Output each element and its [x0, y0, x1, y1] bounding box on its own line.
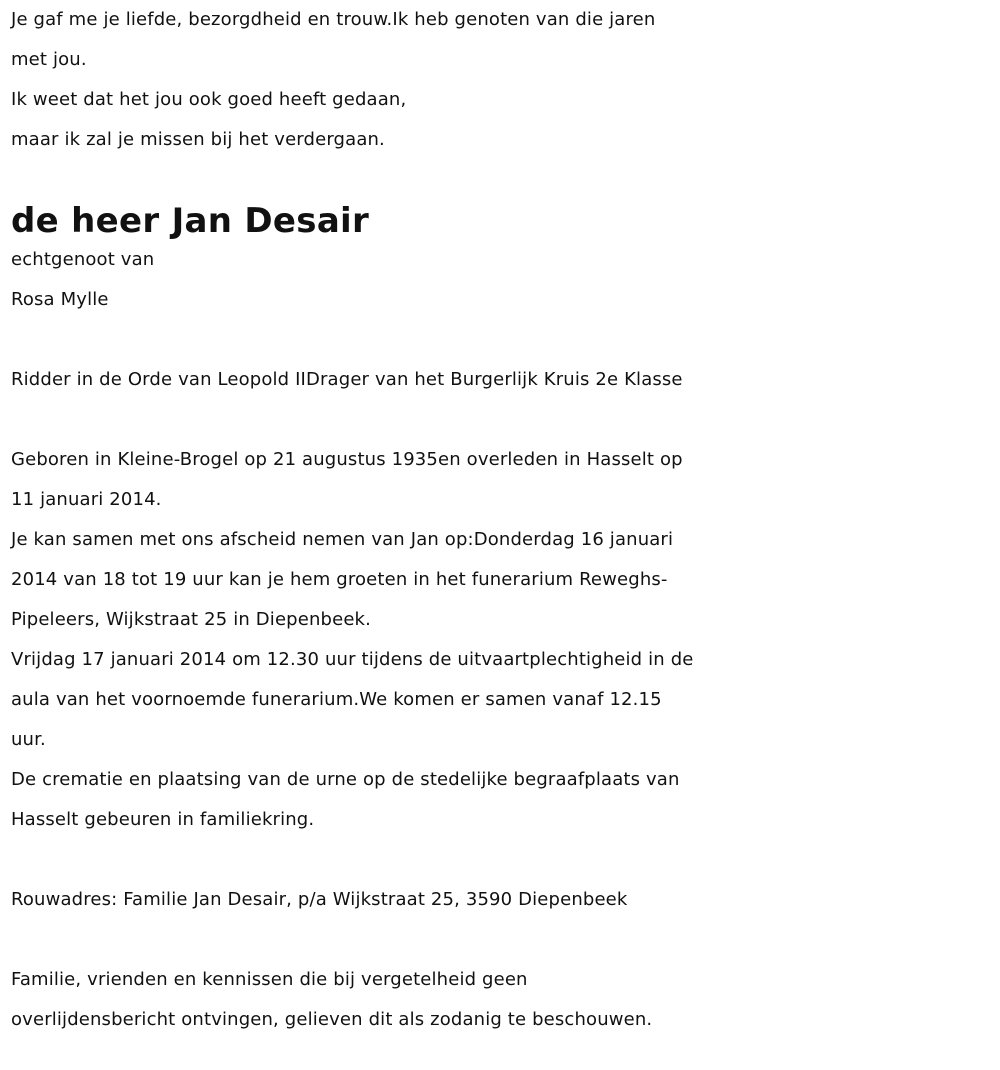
spacer	[11, 400, 993, 440]
honors: Ridder in de Orde van Leopold IIDrager van het Burgerlijk Kruis 2e Klasse	[11, 369, 683, 390]
closing-note	[11, 960, 993, 1040]
obituary-notice	[11, 0, 993, 1040]
details-line: 2014 van 18 tot 19 uur kan je hem groeten in het funerarium Reweghs-	[11, 569, 668, 590]
details-line: Vrijdag 17 januari 2014 om 12.30 uur tijdens de uitvaartplechtigheid in de	[11, 649, 694, 670]
closing-line: Familie, vrienden en kennissen die bij vergetelheid geen	[11, 969, 528, 990]
spacer	[11, 840, 993, 880]
poem-line: Je gaf me je liefde, bezorgdheid en trouw.Ik heb genoten van die jaren	[11, 9, 656, 30]
details-line: Geboren in Kleine-Brogel op 21 augustus 1935en overleden in Hasselt op	[11, 449, 683, 470]
details-line: De crematie en plaatsing van de urne op de stedelijke begraafplaats van	[11, 769, 680, 790]
details-line: 11 januari 2014.	[11, 489, 162, 510]
funeral-details	[11, 440, 993, 840]
details-line: uur.	[11, 729, 46, 750]
details-line: aula van het voornoemde funerarium.We komen er samen vanaf 12.15	[11, 689, 662, 710]
deceased-name: de heer Jan Desair	[11, 201, 370, 241]
spacer	[11, 320, 993, 360]
poem-line: Ik weet dat het jou ook goed heeft gedaan,	[11, 89, 407, 110]
details-line: Hasselt gebeuren in familiekring.	[11, 809, 315, 830]
relation	[11, 240, 993, 320]
details-line: Je kan samen met ons afscheid nemen van Jan op:Donderdag 16 januari	[11, 529, 674, 550]
mourning-address: Rouwadres: Familie Jan Desair, p/a Wijkstraat 25, 3590 Diepenbeek	[11, 889, 628, 910]
poem-line: met jou.	[11, 49, 87, 70]
spacer	[11, 920, 993, 960]
details-line: Pipeleers, Wijkstraat 25 in Diepenbeek.	[11, 609, 372, 630]
closing-line: overlijdensbericht ontvingen, gelieven dit als zodanig te beschouwen.	[11, 1009, 653, 1030]
poem	[11, 0, 993, 160]
relation-line: echtgenoot van	[11, 249, 155, 270]
spouse-name: Rosa Mylle	[11, 289, 109, 310]
poem-line: maar ik zal je missen bij het verdergaan.	[11, 129, 385, 150]
